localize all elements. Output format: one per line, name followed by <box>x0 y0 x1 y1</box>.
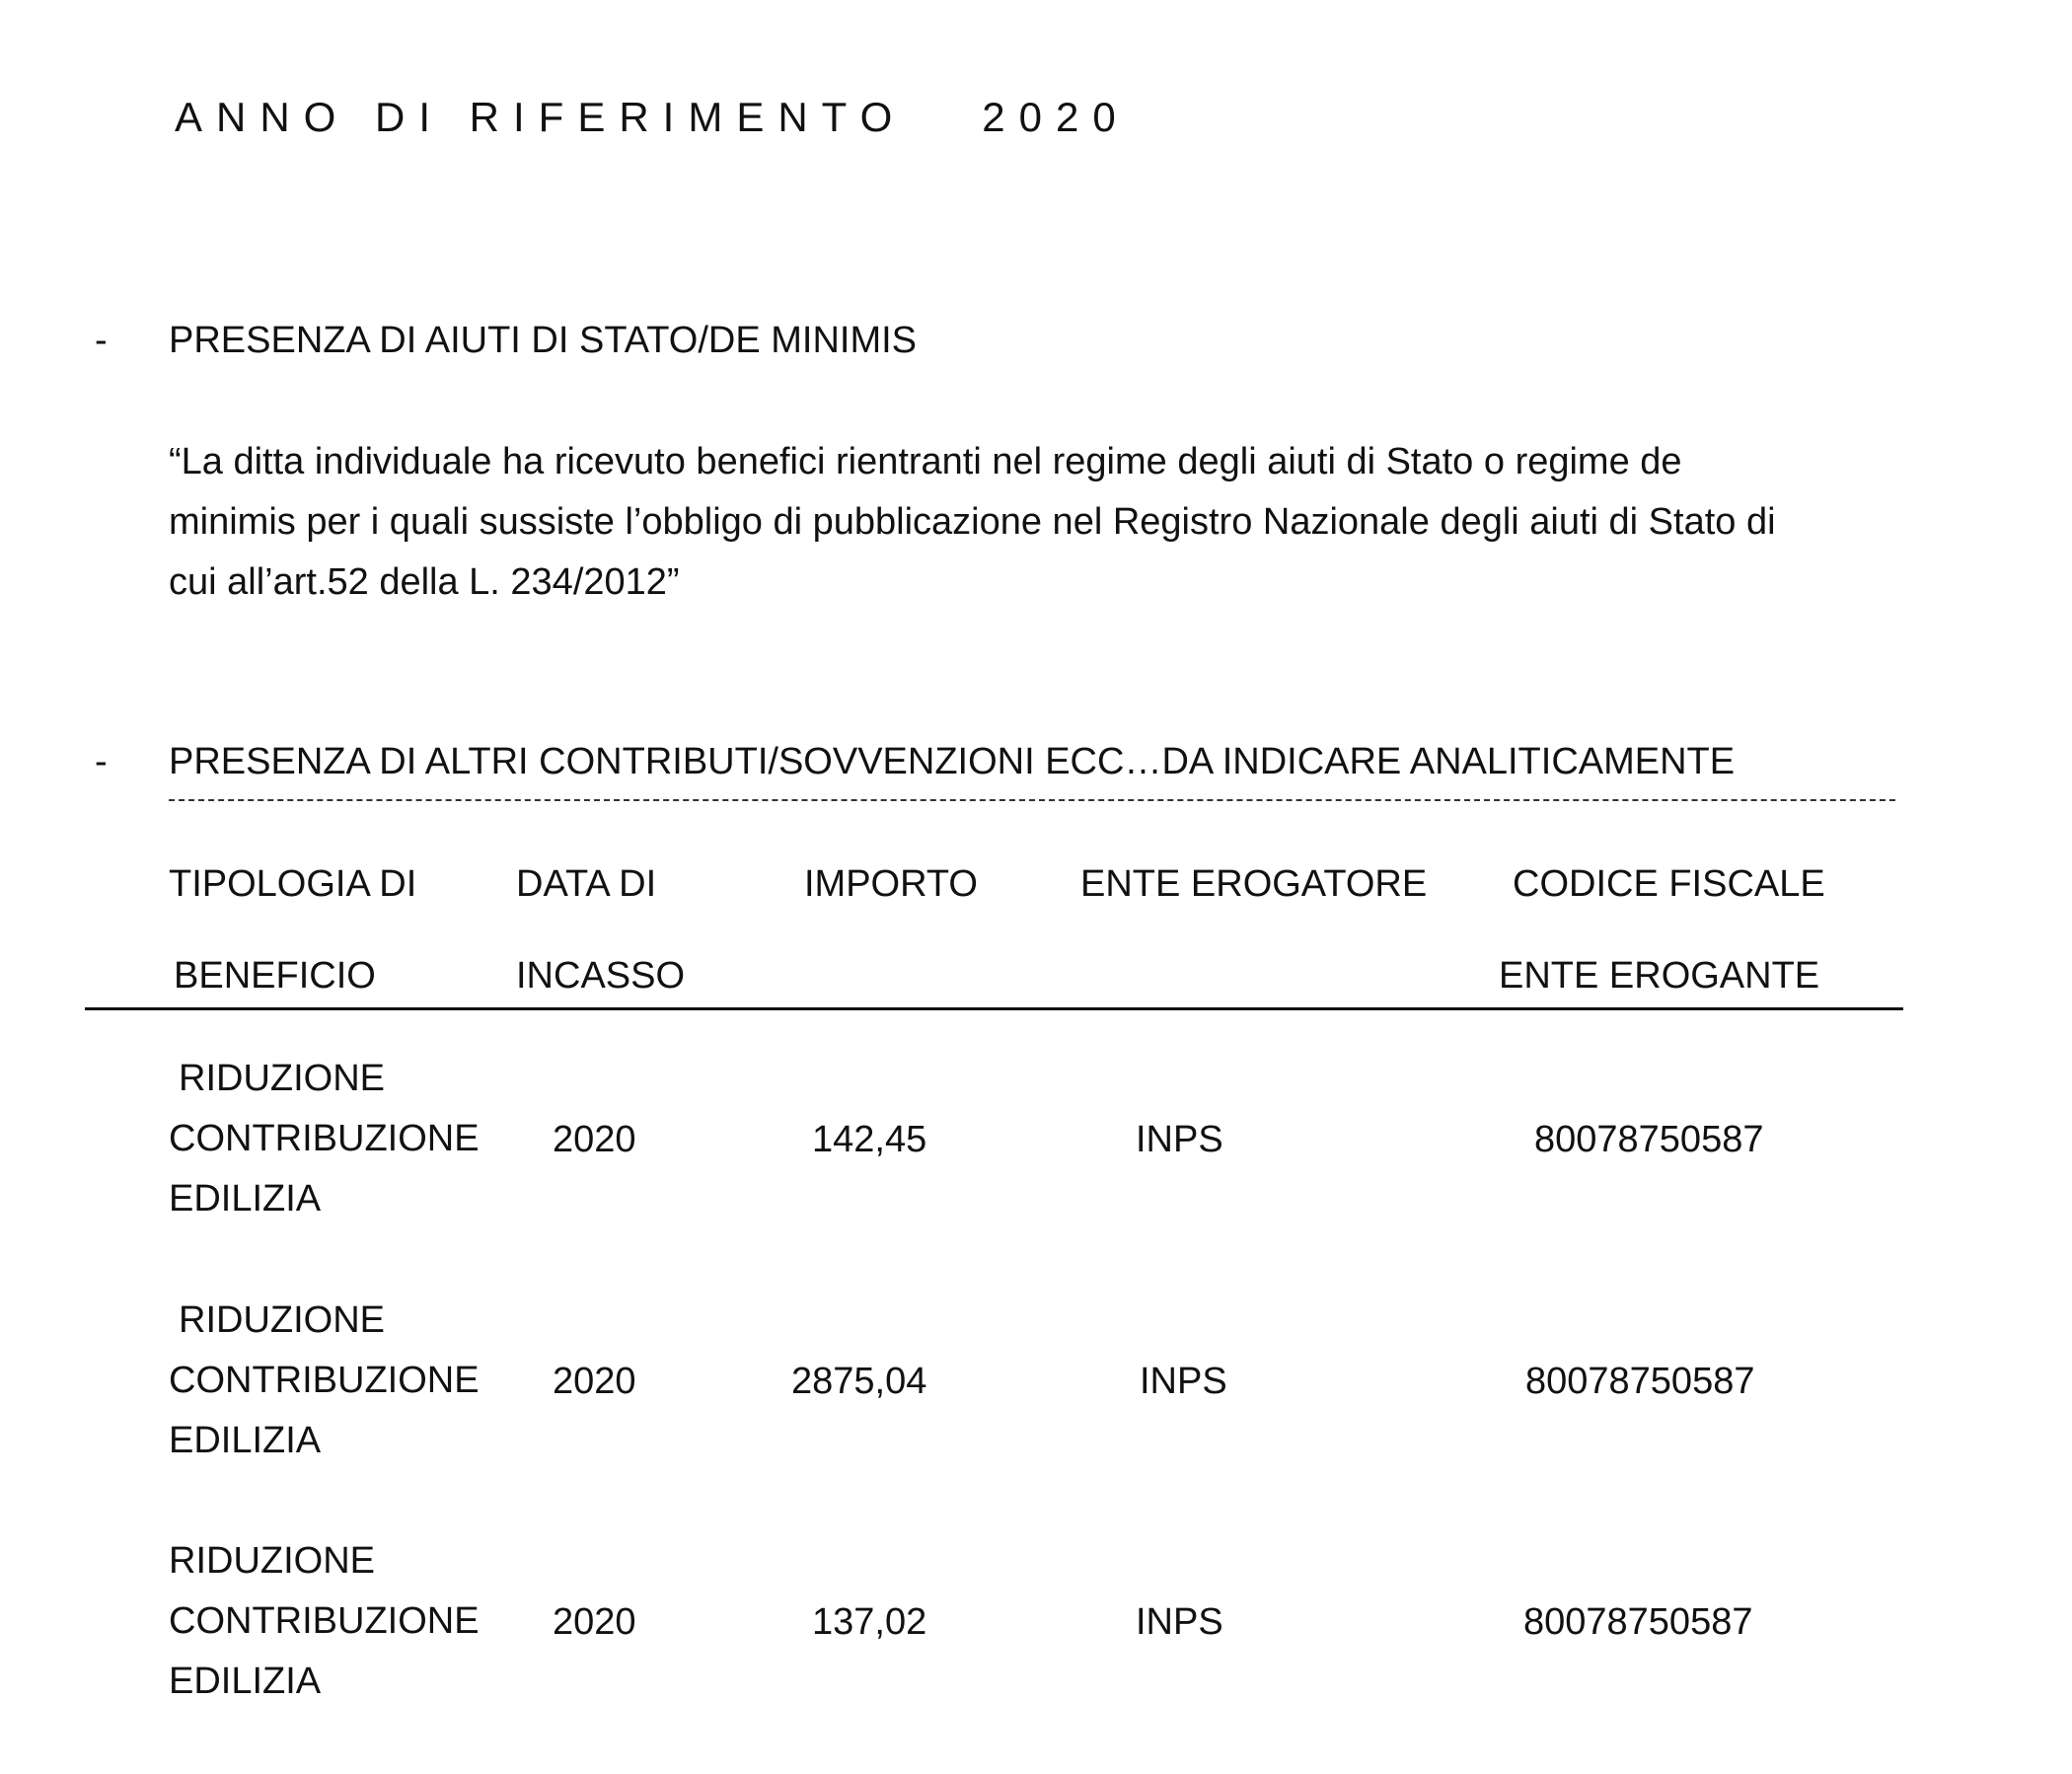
payment-date-cell: 2020 <box>553 1361 636 1402</box>
table-row <box>0 1049 2072 1236</box>
declaration-quote-line: cui all’art.52 della L. 234/2012” <box>169 561 680 603</box>
benefit-type-line: RIDUZIONE <box>169 1540 375 1582</box>
declaration-quote <box>169 432 1974 613</box>
column-header-data-line2: INCASSO <box>516 955 686 997</box>
bullet-marker: - <box>95 741 108 782</box>
amount-cell: 142,45 <box>812 1119 927 1160</box>
document-title: ANNO DI RIFERIMENTO 2020 <box>175 94 1130 140</box>
payment-date-cell: 2020 <box>553 1119 636 1160</box>
table-row <box>0 1291 2072 1478</box>
benefit-type-line: EDILIZIA <box>169 1661 322 1702</box>
declaration-quote-line: “La ditta individuale ha ricevuto benefici rientranti nel regime degli aiuti di Stato o regime de <box>169 441 1682 482</box>
benefit-type-line: EDILIZIA <box>169 1178 322 1220</box>
tax-code-cell: 80078750587 <box>1534 1119 1764 1160</box>
column-header-tipologia-line2: BENEFICIO <box>174 955 376 997</box>
section-heading-altri-contributi: PRESENZA DI ALTRI CONTRIBUTI/SOVVENZIONI ECC…DA INDICARE ANALITICAMENTE <box>169 741 1736 782</box>
column-header-tipologia-line1: TIPOLOGIA DI <box>169 863 417 905</box>
dashed-divider <box>169 799 1895 801</box>
benefit-type-cell <box>169 1291 484 1471</box>
benefit-type-line: CONTRIBUZIONE <box>169 1118 480 1159</box>
issuing-body-cell: INPS <box>1140 1361 1227 1402</box>
amount-cell: 2875,04 <box>791 1361 927 1402</box>
benefit-type-line: EDILIZIA <box>169 1420 322 1461</box>
tax-code-cell: 80078750587 <box>1523 1601 1753 1643</box>
column-header-ente-erogatore: ENTE EROGATORE <box>1080 863 1428 905</box>
declaration-quote-line: minimis per i quali sussiste l’obbligo di pubblicazione nel Registro Nazionale degli aiuti di Stato di <box>169 501 1776 543</box>
benefit-type-line: RIDUZIONE <box>179 1058 385 1099</box>
column-header-data-line1: DATA DI <box>516 863 657 905</box>
section-heading-aiuti-stato: PRESENZA DI AIUTI DI STATO/DE MINIMIS <box>169 320 917 361</box>
tax-code-cell: 80078750587 <box>1525 1361 1755 1402</box>
issuing-body-cell: INPS <box>1136 1601 1223 1643</box>
issuing-body-cell: INPS <box>1136 1119 1223 1160</box>
column-header-codice-line1: CODICE FISCALE <box>1513 863 1825 905</box>
benefit-type-cell <box>169 1531 484 1712</box>
benefit-type-line: CONTRIBUZIONE <box>169 1600 480 1642</box>
table-row <box>0 1531 2072 1719</box>
benefit-type-line: CONTRIBUZIONE <box>169 1360 480 1401</box>
table-header-rule <box>85 1007 1903 1010</box>
amount-cell: 137,02 <box>812 1601 927 1643</box>
column-header-codice-line2: ENTE EROGANTE <box>1499 955 1820 997</box>
benefit-type-line: RIDUZIONE <box>179 1299 385 1341</box>
benefit-type-cell <box>169 1049 484 1229</box>
payment-date-cell: 2020 <box>553 1601 636 1643</box>
column-header-importo: IMPORTO <box>804 863 978 905</box>
bullet-marker: - <box>95 320 108 361</box>
